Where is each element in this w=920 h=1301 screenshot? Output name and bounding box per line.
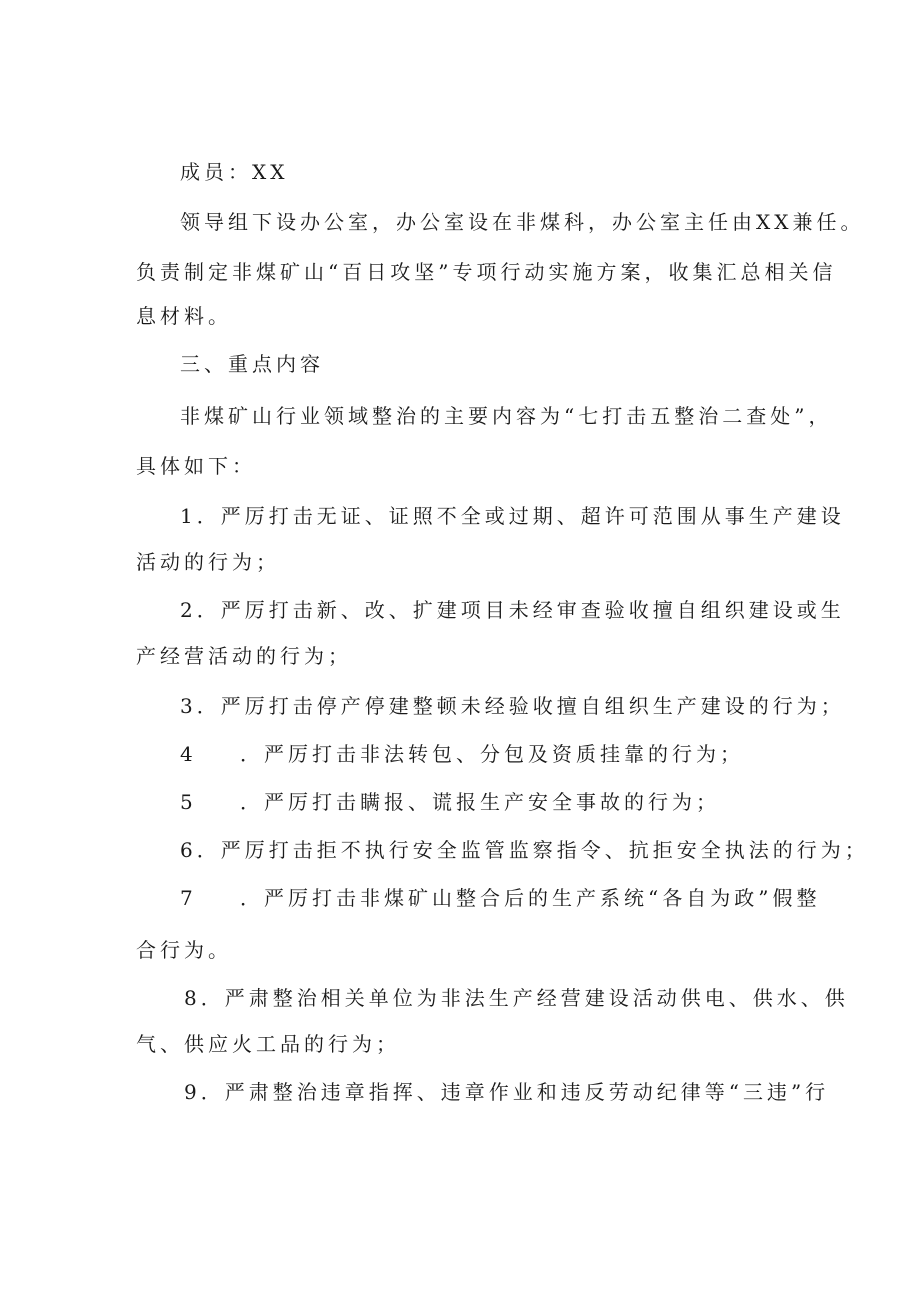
list-item-1-continued: 活动的行为； [136, 550, 280, 574]
list-item-text: ．严厉打击非法转包、分包及资质挂靠的行为； [240, 742, 744, 766]
intro-line-1: 非煤矿山行业领域整治的主要内容为“七打击五整治二查处”， [180, 404, 833, 428]
list-item-8 [184, 984, 849, 1012]
list-item-text: ．严厉打击新、改、扩建项目未经审查验收擅自组织建设或生 [196, 598, 845, 622]
list-item-text: ．严肃整治违章指挥、违章作业和违反劳动纪律等“三违”行 [200, 1080, 830, 1104]
list-item-7-continued: 合行为。 [136, 938, 232, 962]
intro-line-2: 具体如下： [136, 454, 256, 478]
list-item-text: ．严厉打击停产停建整顿未经验收擅自组织生产建设的行为； [196, 694, 845, 718]
list-item-1 [180, 502, 845, 530]
list-item-text: ．严厉打击瞒报、谎报生产安全事故的行为； [240, 790, 720, 814]
list-item-text: ．严厉打击拒不执行安全监管监察指令、抗拒安全执法的行为； [196, 838, 869, 862]
list-item-2-continued: 产经营活动的行为； [136, 644, 352, 668]
list-item-6 [180, 836, 869, 864]
office-paragraph-line-1: 领导组下设办公室，办公室设在非煤科，办公室主任由XX兼任。 [180, 210, 865, 234]
members-line: 成员：XX [180, 160, 289, 184]
office-paragraph-line-2: 负责制定非煤矿山“百日攻坚”专项行动实施方案，收集汇总相关信 [136, 260, 837, 284]
list-item-number: 1 [180, 504, 197, 528]
list-item-number: 4 [180, 742, 197, 766]
list-item-text: ．严厉打击非煤矿山整合后的生产系统“各自为政”假整 [240, 886, 821, 910]
office-paragraph-line-3: 息材料。 [136, 304, 232, 328]
list-item-number: 7 [180, 886, 197, 910]
list-item-5 [180, 788, 720, 816]
list-item-number: 9 [184, 1080, 201, 1104]
list-item-number: 3 [180, 694, 197, 718]
list-item-2 [180, 596, 845, 624]
list-item-7 [180, 884, 820, 912]
list-item-text: ．严厉打击无证、证照不全或过期、超许可范围从事生产建设 [196, 504, 845, 528]
list-item-number: 5 [180, 790, 197, 814]
list-item-number: 2 [180, 598, 197, 622]
list-item-9 [184, 1078, 829, 1106]
list-item-text: ．严肃整治相关单位为非法生产经营建设活动供电、供水、供 [200, 986, 849, 1010]
list-item-number: 8 [184, 986, 201, 1010]
list-item-4 [180, 740, 744, 768]
list-item-8-continued: 气、供应火工品的行为； [136, 1032, 400, 1056]
list-item-3 [180, 692, 845, 720]
list-item-number: 6 [180, 838, 197, 862]
section-heading: 三、重点内容 [180, 352, 324, 376]
